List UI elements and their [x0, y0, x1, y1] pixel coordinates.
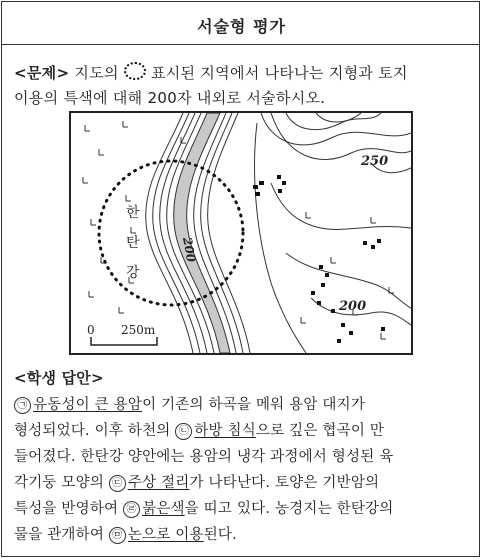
- topographic-map: [69, 111, 413, 355]
- building-marks: [253, 175, 385, 343]
- scale-distance: 250m: [121, 323, 156, 337]
- answer-term-1: 유동성이 큰 용암: [33, 397, 143, 413]
- question-text-1b: 표시된 지역에서 나타나는 지형과 토지: [150, 64, 408, 82]
- answer-text-5a: 특성을 반영하여: [14, 501, 119, 517]
- answer-line-6: [14, 523, 237, 544]
- answer-text-6a: 물을 관개하여: [14, 527, 105, 543]
- answer-text-6c: 된다.: [203, 527, 237, 543]
- question-text-1a: 지도의: [74, 64, 119, 82]
- mark-3: ㉢: [109, 475, 126, 492]
- question-line-2: 이용의 특색에 대해 200자 내외로 서술하시오.: [14, 89, 326, 107]
- answer-text-2a: 형성되었다. 이후 하천의: [14, 423, 171, 439]
- scale-zero: 0: [87, 323, 95, 337]
- mark-4: ㉣: [123, 501, 140, 518]
- answer-text-5c: 을 띠고 있다. 농경지는 한탄강의: [184, 501, 394, 517]
- scale-bar: [87, 323, 157, 345]
- answer-text-4c: 가 나타난다. 토양은 기반암의: [189, 475, 380, 491]
- question-label: <문제>: [14, 64, 70, 82]
- dotted-region-marker: [99, 161, 243, 305]
- answer-term-4: 붉은색: [142, 501, 185, 517]
- answer-line-4: [14, 471, 379, 492]
- mark-5: ㉤: [109, 527, 126, 544]
- dotted-circle-icon: [124, 62, 146, 80]
- page-title: 서술형 평가: [197, 17, 286, 36]
- map-svg: [71, 113, 411, 353]
- answer-line-2: [14, 419, 384, 440]
- contour-label-200-east: 200: [339, 299, 367, 314]
- answer-label: <학생 답안>: [14, 369, 104, 387]
- answer-line-5: [14, 497, 393, 518]
- river-char-1: 한: [126, 205, 140, 221]
- answer-term-2: 하방 침식: [194, 423, 256, 439]
- answer-text-4a: 각기둥 모양의: [14, 475, 105, 491]
- mark-2: ㉡: [175, 423, 192, 440]
- river-char-2: 탄: [126, 235, 140, 251]
- title-divider: [1, 44, 480, 45]
- answer-line-1: [14, 393, 365, 414]
- question-line-1: [14, 62, 408, 83]
- contour-label-250: 250: [361, 154, 389, 169]
- contour-label-200-river: 200: [180, 236, 199, 264]
- answer-term-3: 주상 절리: [127, 475, 190, 491]
- answer-text-1: 이 기존의 하곡을 메워 용암 대지가: [142, 397, 366, 413]
- mark-1: ㉠: [14, 397, 31, 414]
- answer-line-3: 들어졌다. 한탄강 양안에는 용암의 냉각 과정에서 형성된 육: [14, 449, 394, 465]
- answer-text-2c: 으로 깊은 협곡이 만: [255, 423, 385, 439]
- river-char-3: 강: [126, 265, 140, 281]
- hill-contours: [255, 113, 411, 353]
- answer-term-5: 논으로 이용: [127, 527, 204, 543]
